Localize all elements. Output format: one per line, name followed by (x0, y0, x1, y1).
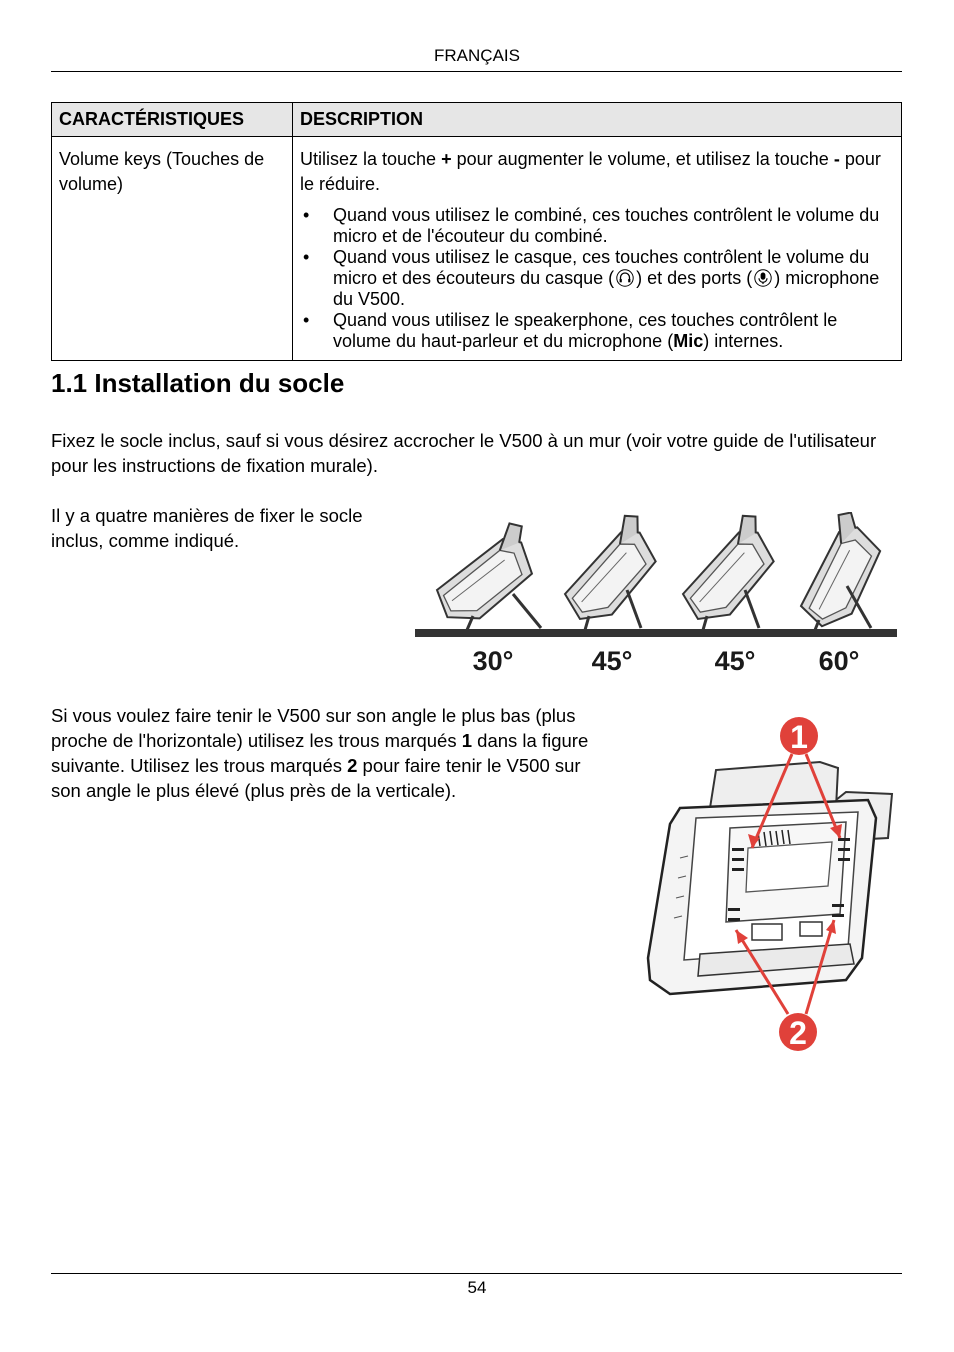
spec-table (51, 102, 902, 361)
minus-key: - (833, 149, 840, 169)
phone-45b-illustration (667, 512, 784, 625)
list-item: • Quand vous utilisez le speakerphone, ces touches contrôlent le volume du haut-parleur et du microphone (Mic) internes. (303, 310, 838, 351)
col-header-description: DESCRIPTION (293, 103, 902, 137)
angle-label: 45° (714, 646, 756, 676)
stand-holes-figure (640, 708, 894, 1058)
table-row (52, 137, 902, 361)
angle-label: 60° (818, 646, 860, 676)
phone-60-illustration (771, 512, 897, 634)
section-title: 1.1 Installation du socle (51, 368, 345, 398)
page-number: 54 (467, 1278, 487, 1297)
holes-paragraph: Si vous voulez faire tenir le V500 sur son angle le plus bas (plus proche de l'horizontale) utilisez les trous marqués 1 dans la figure suivante. Utilisez les trous marqués 2 pour faire tenir le V500 sur son angle le plus élevé (plus près de la verticale). (51, 705, 589, 801)
phone-30-illustration (432, 522, 536, 622)
marker-1-label: 1 (790, 719, 808, 755)
marker-2-label: 2 (789, 1015, 807, 1051)
plus-key: + (441, 149, 452, 169)
stand-ways-paragraph: Il y a quatre manières de fixer le socle inclus, comme indiqué. (51, 505, 363, 551)
ground-line (415, 629, 897, 637)
footer-rule (51, 1273, 902, 1274)
description-cell (293, 137, 902, 361)
stand-angles-figure (415, 512, 897, 682)
feature-cell: Volume keys (Touches de volume) (52, 137, 293, 361)
mic-label: Mic (673, 331, 704, 351)
header-rule (51, 71, 902, 72)
headset-icon (616, 269, 634, 287)
page-header-language: FRANÇAIS (434, 46, 520, 65)
table-header-row (52, 103, 902, 137)
angle-label: 45° (591, 646, 633, 676)
list-item: • Quand vous utilisez le casque, ces touches contrôlent le volume du micro et des écouteurs du casque ( ) et des ports ( ) microphone du V500. (303, 247, 880, 309)
phone-45-illustration (549, 512, 666, 625)
description-intro: Utilisez la touche + pour augmenter le volume, et utilisez la touche - pour le réduire. (300, 149, 881, 194)
intro-paragraph: Fixez le socle inclus, sauf si vous désirez accrocher le V500 à un mur (voir votre guide de l'utilisateur pour les instructions de fixation murale). (51, 430, 877, 476)
angle-label: 30° (472, 646, 514, 676)
col-header-features: CARACTÉRISTIQUES (52, 103, 293, 137)
list-item: • Quand vous utilisez le combiné, ces touches contrôlent le volume du micro et de l'écouteur du combiné. (303, 205, 880, 246)
description-bullets (300, 205, 894, 352)
microphone-icon (754, 269, 772, 287)
